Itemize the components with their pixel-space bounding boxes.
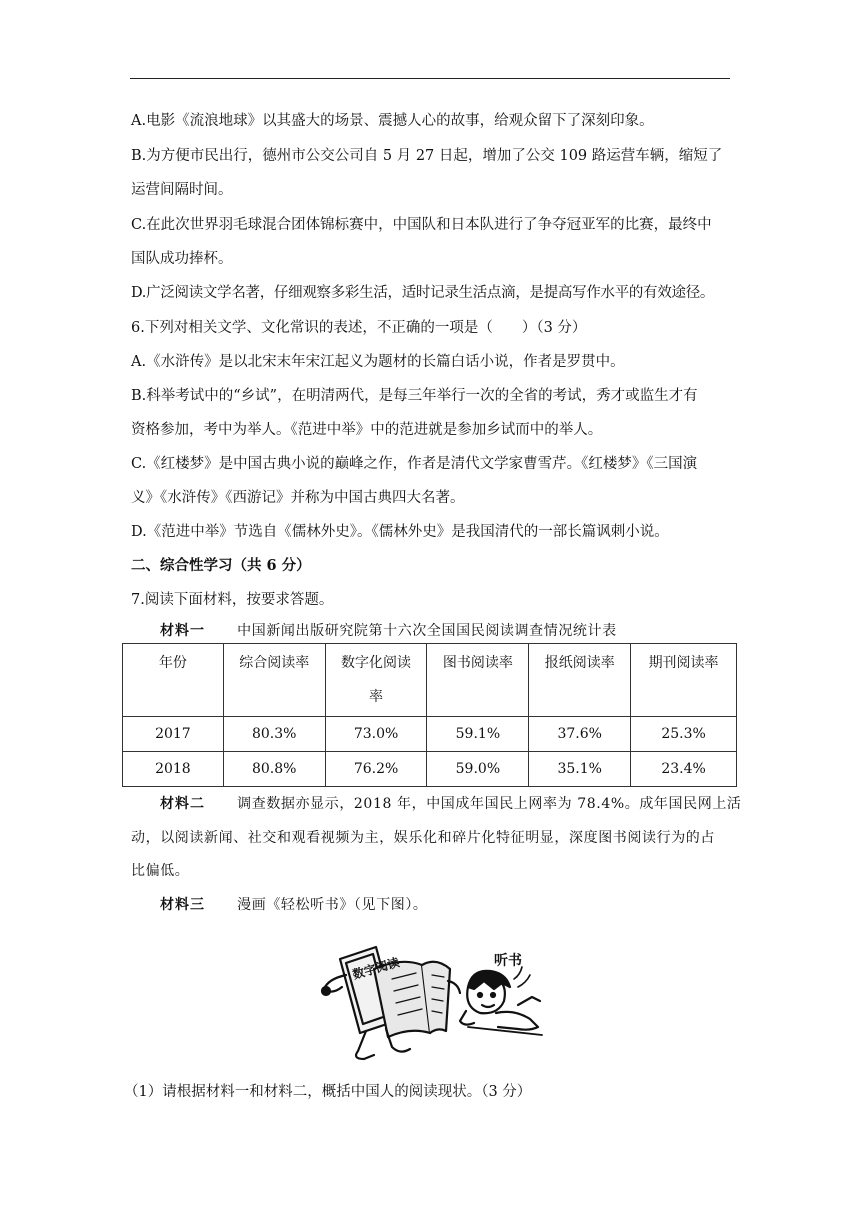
material3-text: 漫画《轻松听书》（见下图）。 bbox=[237, 897, 428, 913]
material2-line2: 动，以阅读新闻、社交和观看视频为主，娱乐化和碎片化特征明显，深度图书阅读行为的占 bbox=[131, 830, 715, 846]
listening-cartoon bbox=[318, 935, 548, 1067]
q6-option-b-line2: 资格参加，考中为举人。《范进中举》中的范进就是参加乡试而中的举人。 bbox=[131, 422, 603, 438]
header-book-rate: 图书阅读率 bbox=[427, 644, 529, 717]
header-newspaper-rate: 报纸阅读率 bbox=[529, 644, 631, 717]
material3-label: 材料三 bbox=[160, 897, 205, 913]
reading-survey-table bbox=[122, 643, 737, 787]
header-overall-rate: 综合阅读率 bbox=[223, 644, 325, 717]
q5-option-a: A.电影《流浪地球》以其盛大的场景、震撼人心的故事，给观众留下了深刻印象。 bbox=[131, 113, 654, 129]
q5-option-b-line2: 运营间隔时间。 bbox=[131, 182, 233, 198]
q7-subquestion-1: （1）请根据材料一和材料二，概括中国人的阅读现状。（3 分） bbox=[124, 1084, 532, 1100]
material2-label: 材料二 bbox=[160, 796, 205, 812]
table-cell: 37.6% bbox=[529, 717, 631, 752]
table-cell: 73.0% bbox=[325, 717, 427, 752]
table-cell: 2017 bbox=[123, 717, 224, 752]
material2-line1 bbox=[160, 794, 742, 814]
header-digital-rate-line1: 数字化阅读 bbox=[341, 655, 412, 671]
q5-option-c-line1: C.在此次世界羽毛球混合团体锦标赛中，中国队和日本队进行了争夺冠亚军的比赛，最终中 bbox=[131, 217, 712, 233]
q6-stem: 6.下列对相关文学、文化常识的表述，不正确的一项是（ ）（3 分） bbox=[131, 320, 587, 336]
q6-option-d: D.《范进中举》节选自《儒林外史》。《儒林外史》是我国清代的一部长篇讽刺小说。 bbox=[131, 524, 669, 540]
table-cell: 59.0% bbox=[427, 752, 529, 787]
table-header-row bbox=[123, 644, 737, 717]
material3-line bbox=[160, 895, 428, 915]
header-digital-rate bbox=[325, 644, 427, 717]
table-cell: 59.1% bbox=[427, 717, 529, 752]
table-cell: 80.8% bbox=[223, 752, 325, 787]
material1-heading bbox=[160, 621, 617, 641]
cartoon-listening-label: 听书 bbox=[494, 953, 522, 969]
material1-title: 中国新闻出版研究院第十六次全国国民阅读调查情况统计表 bbox=[237, 623, 617, 639]
q5-option-c-line2: 国队成功捧杯。 bbox=[131, 251, 233, 267]
q6-option-b-line1: B.科举考试中的“乡试”，在明清两代，是每三年举行一次的全省的考试，秀才或监生才有 bbox=[131, 388, 698, 404]
q6-option-c-line1: C.《红楼梦》是中国古典小说的巅峰之作，作者是清代文学家曹雪芹。《红楼梦》《三国演 bbox=[131, 456, 698, 472]
q7-stem: 7.阅读下面材料，按要求答题。 bbox=[131, 592, 334, 608]
material2-text-1: 调查数据亦显示，2018 年，中国成年国民上网率为 78.4%。成年国民网上活 bbox=[237, 796, 742, 812]
header-year: 年份 bbox=[123, 644, 224, 717]
header-digital-rate-line2: 率 bbox=[369, 689, 384, 705]
q5-option-b-line1: B.为方便市民出行，德州市公交公司自 5 月 27 日起，增加了公交 109 路运营车辆，缩短了 bbox=[131, 148, 723, 164]
header-rule bbox=[130, 78, 730, 79]
q6-option-c-line2: 义》《水浒传》《西游记》并称为中国古典四大名著。 bbox=[131, 490, 465, 506]
header-periodical-rate: 期刊阅读率 bbox=[631, 644, 737, 717]
table-cell: 76.2% bbox=[325, 752, 427, 787]
material1-label: 材料一 bbox=[160, 623, 205, 639]
q5-option-d: D.广泛阅读文学名著，仔细观察多彩生活，适时记录生活点滴，是提高写作水平的有效途径。 bbox=[131, 285, 715, 301]
table-row bbox=[123, 752, 737, 787]
table-cell: 23.4% bbox=[631, 752, 737, 787]
table-cell: 80.3% bbox=[223, 717, 325, 752]
q6-option-a: A.《水浒传》是以北宋末年宋江起义为题材的长篇白话小说，作者是罗贯中。 bbox=[131, 354, 625, 370]
material2-line3: 比偏低。 bbox=[131, 863, 190, 879]
cartoon-digital-reading-label: 数字阅读 bbox=[350, 955, 401, 982]
table-cell: 25.3% bbox=[631, 717, 737, 752]
section-2-title: 二、综合性学习（共 6 分） bbox=[131, 557, 311, 574]
table-row bbox=[123, 717, 737, 752]
table-cell: 2018 bbox=[123, 752, 224, 787]
table-cell: 35.1% bbox=[529, 752, 631, 787]
